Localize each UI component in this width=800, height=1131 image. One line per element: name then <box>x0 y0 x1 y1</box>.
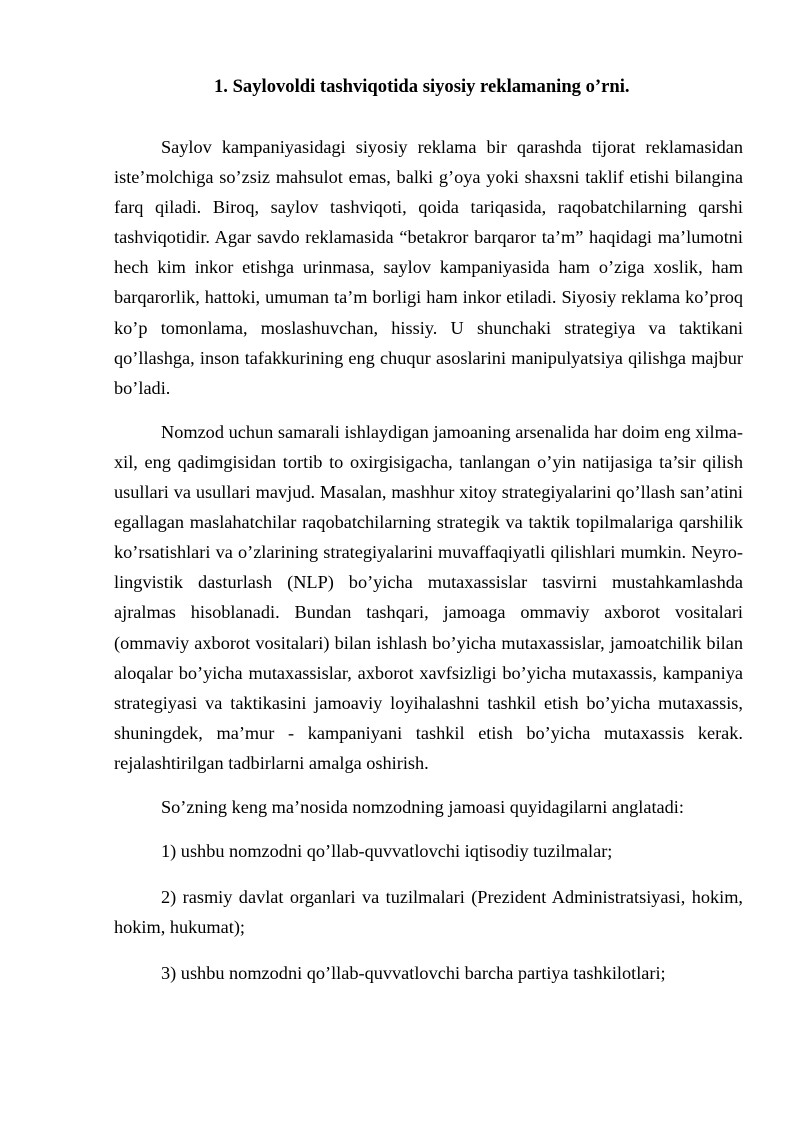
list-item-state-bodies: 2) rasmiy davlat organlari va tuzilmalari (Prezident Administratsiyasi, hokim, hokim, hukumat); <box>114 887 743 938</box>
paragraph-campaign-team: Nomzod uchun samarali ishlaydigan jamoaning arsenalida har doim eng xilma-xil, eng qadimgisidan tortib to oxirgisigacha, tanlangan o’yin natijasiga ta’sir qilish usullari va usullari mavjud. Masalan, mashhur xitoy strategiyalarini qo’llash san’atini egallagan maslahatchilar raqobatchilarning strategik va taktik topilmalariga qarshilik ko’rsatishlari va o’zlarining strategiyalarini muvaffaqiyatli qilishlari mumkin. Neyro-lingvistik dasturlash (NLP) bo’yicha mutaxassislar tasvirni mustahkamlashda ajralmas hisoblanadi. Bundan tashqari, jamoaga ommaviy axborot vositalari (ommaviy axborot vositalari) bilan ishlash bo’yicha mutaxassislar, jamoatchilik bilan aloqalar bo’yicha mutaxassislar, axborot xavfsizligi bo’yicha mutaxassis, kampaniya strategiyasi va taktikasini jamoaviy loyihalashni tashkil etish bo’yicha mutaxassis, shuningdek, ma’mur - kampaniyani tashkil etish bo’yicha mutaxassis kerak. rejalashtirilgan tadbirlarni amalga oshirish. <box>114 421 743 773</box>
document-page <box>114 70 743 1004</box>
list-item-party-organizations: 3) ushbu nomzodni qo’llab-quvvatlovchi barcha partiya tashkilotlari; <box>161 963 666 984</box>
paragraph-political-advertising: Saylov kampaniyasidagi siyosiy reklama bir qarashda tijorat reklamasidan iste’molchiga so’zsiz mahsulot emas, balki g’oya yoki shaxsni taklif etishi bilangina farq qiladi. Biroq, saylov tashviqoti, qoida tariqasida, raqobatchilarning qarshi tashviqotidir. Agar savdo reklamasida “betakror barqaror ta’m” haqidagi ma’lumotni hech kim inkor etishga urinmasa, saylov kampaniyasida ham o’ziga xoslik, ham barqarorlik, hattoki, umuman ta’m borligi ham inkor etiladi. Siyosiy reklama ko’proq ko’p tomonlama, moslashuvchan, hissiy. U shunchaki strategiya va taktikani qo’llashga, inson tafakkurining eng chuqur asoslarini manipulyatsiya qilishga majbur bo’ladi. <box>114 137 743 398</box>
list-item-economic-structures: 1) ushbu nomzodni qo’llab-quvvatlovchi iqtisodiy tuzilmalar; <box>161 841 613 862</box>
section-title: 1. Saylovoldi tashviqotida siyosiy reklamaning o’rni. <box>214 76 630 97</box>
paragraph-team-definition: So’zning keng ma’nosida nomzodning jamoasi quyidagilarni anglatadi: <box>161 796 684 817</box>
